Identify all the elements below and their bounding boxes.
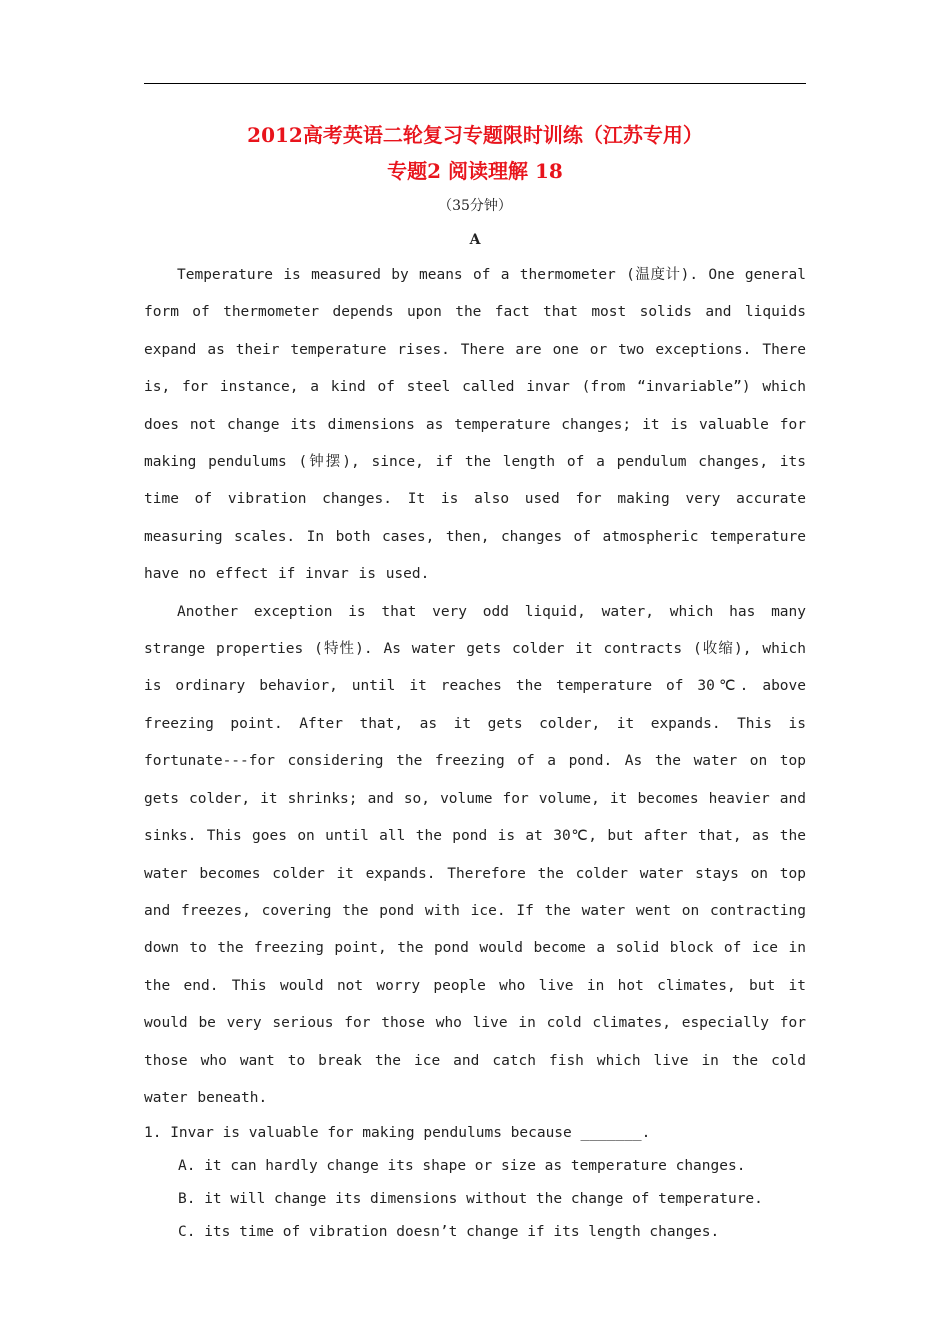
- passage-paragraph-1: Temperature is measured by means of a thermometer (温度计). One general form of thermometer depends upon the fact that most solids and liquids expand as their temperature rises. There are one or two exceptions. There is, for instance, a kind of steel called invar (from “invariable”) which does not change its dimensions as temperature changes; it is valuable for making pendulums (钟摆), since, if the length of a pendulum changes, its time of vibration changes. It is also used for making very accurate measuring scales. In both cases, then, changes of atmospheric temperature have no effect if invar is used.: [144, 267, 806, 583]
- question-stem: 1. Invar is valuable for making pendulums because _______.: [144, 1125, 651, 1142]
- time-limit: （35分钟）: [438, 198, 512, 214]
- document-subtitle: 专题2 阅读理解 18: [387, 159, 563, 183]
- document-body: [144, 117, 806, 1249]
- option-b: B. it will change its dimensions without the change of temperature.: [178, 1191, 763, 1208]
- section-label: A: [469, 232, 481, 248]
- passage-paragraph-2: Another exception is that very odd liquid, water, which has many strange properties (特性). As water gets colder it contracts (收缩), which is ordinary behavior, until it reaches the temperature of 30℃. above freezing point. After that, as it gets colder, it expands. This is fortunate---for considering the freezing of a pond. As the water on top gets colder, it shrinks; and so, volume for volume, it becomes heavier and sinks. This goes on until all the pond is at 30℃, but after that, as the water becomes colder it expands. Therefore the colder water stays on top and freezes, covering the pond with ice. If the water went on contracting down to the freezing point, the pond would become a solid block of ice in the end. This would not worry people who live in hot climates, but it would be very serious for those who live in cold climates, especially for those who want to break the ice and catch fish which live in the cold water beneath.: [144, 603, 806, 1106]
- document-title: 2012高考英语二轮复习专题限时训练（江苏专用）: [247, 123, 703, 147]
- option-c: C. its time of vibration doesn’t change if its length changes.: [178, 1224, 720, 1241]
- question-1: [144, 1117, 806, 1249]
- option-a: A. it can hardly change its shape or size as temperature changes.: [178, 1158, 746, 1175]
- header-rule: [144, 83, 806, 84]
